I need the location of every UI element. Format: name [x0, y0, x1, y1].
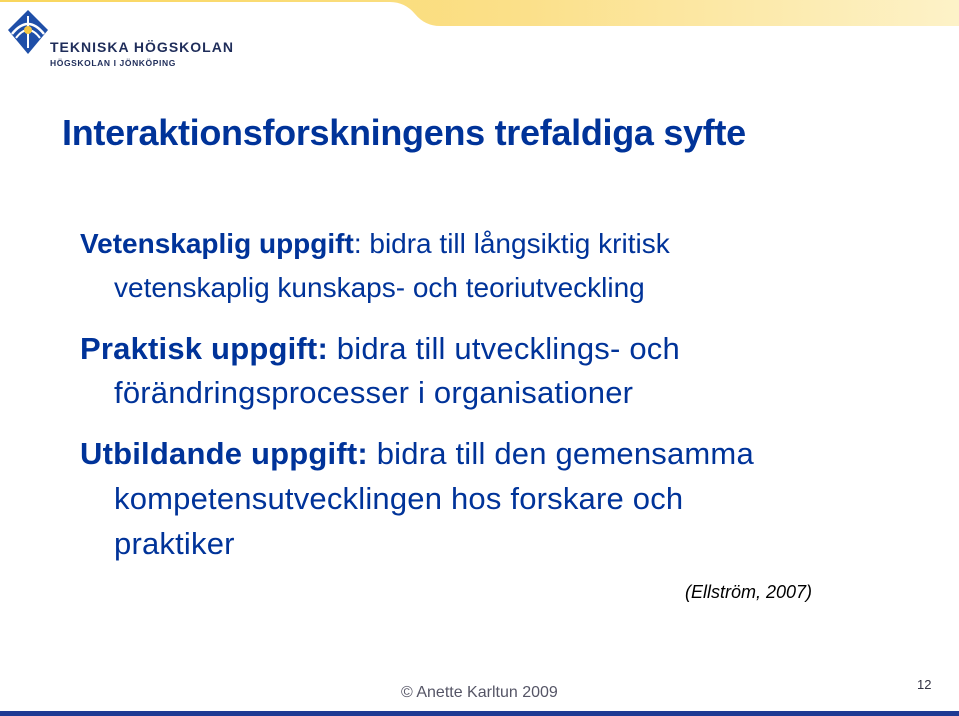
logo-subtitle: HÖGSKOLAN I JÖNKÖPING — [50, 58, 176, 68]
slide-title: Interaktionsforskningens trefaldiga syfte — [62, 112, 746, 153]
item-text-continued: kompetensutvecklingen hos forskare och — [114, 481, 684, 516]
item-text-continued: praktiker — [114, 526, 235, 561]
item-term: Utbildande uppgift: — [80, 436, 368, 471]
item-text: : bidra till långsiktig kritisk — [353, 228, 670, 259]
item-text-continued: förändringsprocesser i organisationer — [114, 375, 634, 410]
item-text: bidra till den gemensamma — [367, 436, 754, 471]
item-term: Praktisk uppgift: — [80, 331, 328, 366]
footer-copyright: © Anette Karltun 2009 — [401, 684, 558, 701]
item-text: bidra till utvecklings- och — [327, 331, 680, 366]
item-term: Vetenskaplig uppgift — [80, 228, 354, 259]
citation: (Ellström, 2007) — [685, 582, 813, 602]
item-praktisk — [80, 327, 680, 415]
item-vetenskaplig — [80, 222, 670, 310]
university-emblem-icon — [6, 8, 50, 56]
bottom-bar — [0, 711, 959, 716]
page-number: 12 — [917, 677, 932, 692]
logo-name: TEKNISKA HÖGSKOLAN — [50, 39, 234, 55]
item-utbildande — [80, 431, 754, 566]
item-text-continued: vetenskaplig kunskaps- och teoriutveckling — [114, 272, 645, 303]
